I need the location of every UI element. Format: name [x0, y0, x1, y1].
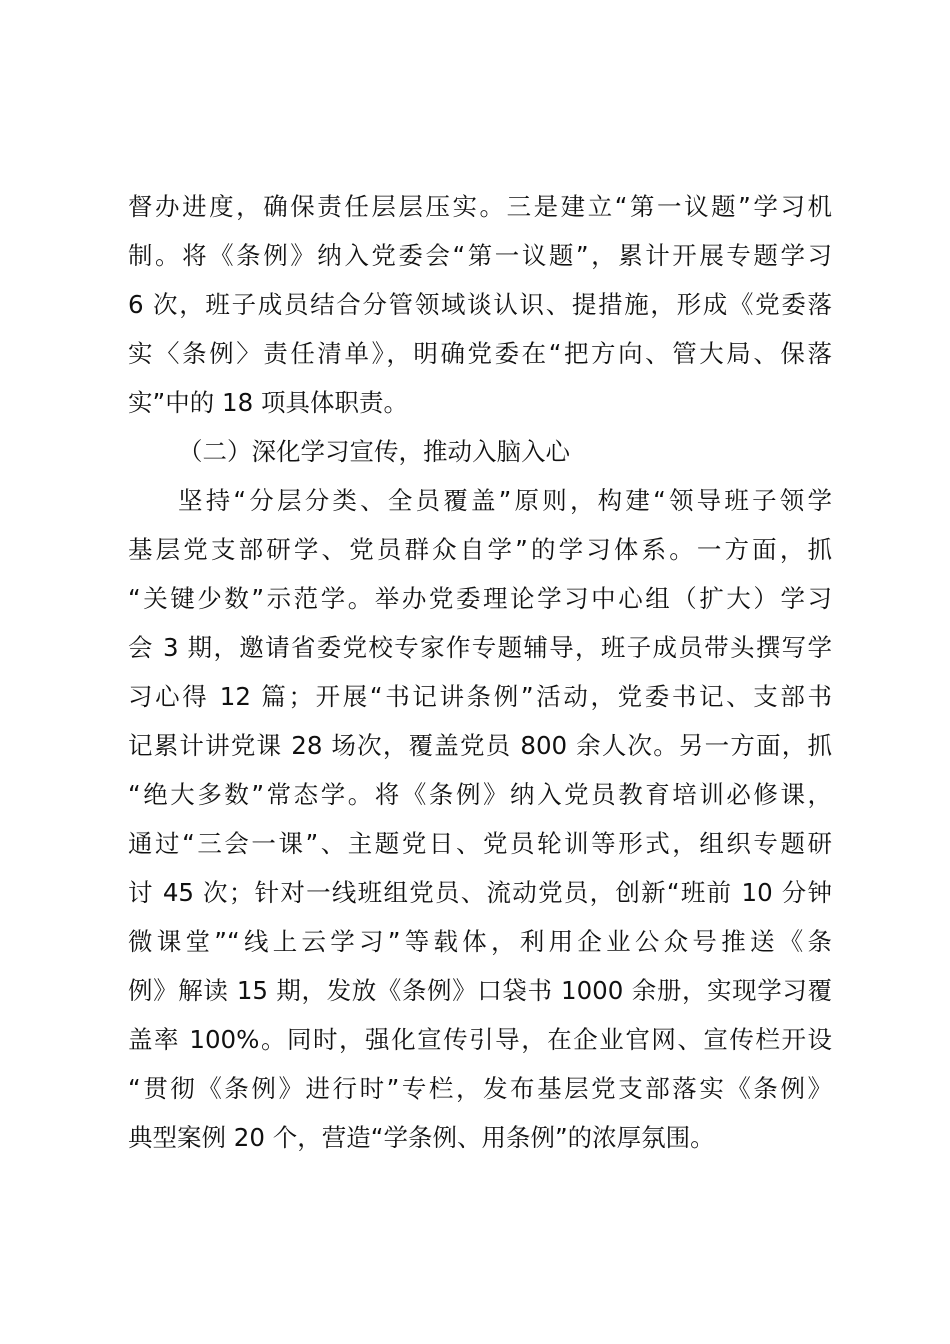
text-line: 实”中的 18 项具体职责。	[128, 388, 408, 417]
text-line: “贯彻《条例》进行时”专栏，发布基层党支部落实《条例》	[128, 1074, 832, 1103]
text-line: 例》解读 15 期，发放《条例》口袋书 1000 余册，实现学习覆	[128, 976, 832, 1005]
text-line: 会 3 期，邀请省委党校专家作专题辅导，班子成员带头撰写学	[128, 633, 832, 662]
text-line: 盖率 100%。同时，强化宣传引导，在企业官网、宣传栏开设	[128, 1025, 832, 1054]
text-line: 典型案例 20 个，营造“学条例、用条例”的浓厚氛围。	[128, 1123, 715, 1152]
text-line: 实〈条例〉责任清单》，明确党委在“把方向、管大局、保落	[128, 339, 832, 368]
text-line: 讨 45 次；针对一线班组党员、流动党员，创新“班前 10 分钟	[128, 878, 832, 907]
text-line: “关键少数”示范学。举办党委理论学习中心组（扩大）学习	[128, 584, 832, 613]
text-line: 坚持“分层分类、全员覆盖”原则，构建“领导班子领学	[178, 486, 832, 515]
text-line: 制。将《条例》纳入党委会“第一议题”，累计开展专题学习	[128, 241, 832, 270]
text-line: 微课堂”“线上云学习”等载体，利用企业公众号推送《条	[128, 927, 832, 956]
text-line: 记累计讲党课 28 场次，覆盖党员 800 余人次。另一方面，抓	[128, 731, 832, 760]
text-line: 6 次，班子成员结合分管领域谈认识、提措施，形成《党委落	[128, 290, 832, 319]
text-line: 督办进度，确保责任层层压实。三是建立“第一议题”学习机	[128, 192, 832, 221]
text-line: 习心得 12 篇；开展“书记讲条例”活动，党委书记、支部书	[128, 682, 832, 711]
text-line: 基层党支部研学、党员群众自学”的学习体系。一方面，抓	[128, 535, 832, 564]
text-line: “绝大多数”常态学。将《条例》纳入党员教育培训必修课，	[128, 780, 832, 809]
text-line: 通过“三会一课”、主题党日、党员轮训等形式，组织专题研	[128, 829, 832, 858]
section-heading: （二）深化学习宣传，推动入脑入心	[178, 437, 570, 466]
